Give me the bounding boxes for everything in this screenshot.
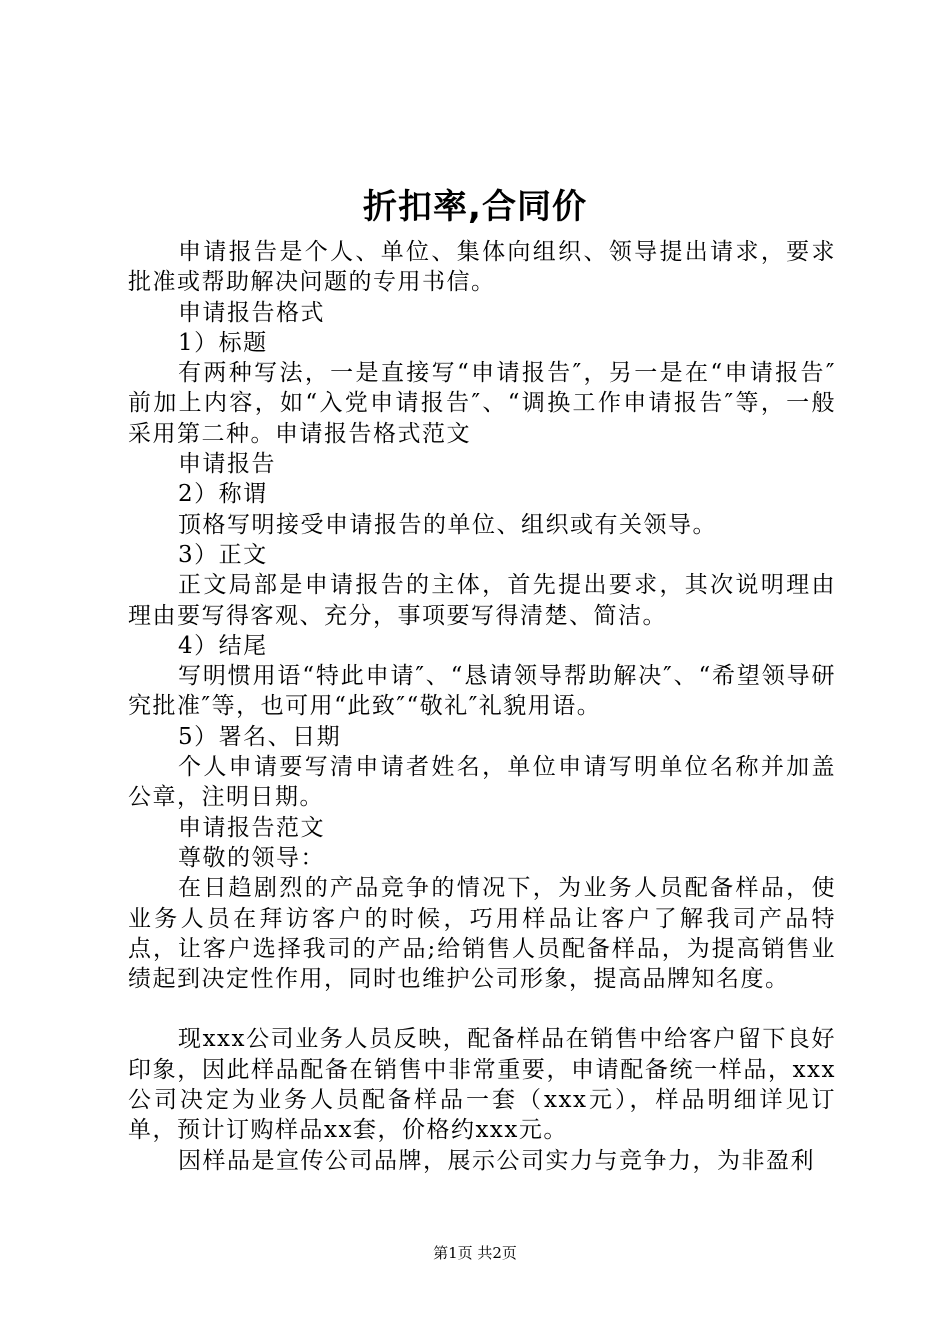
paragraph-signature-desc: 个人申请要写清申请者姓名，单位申请写明单位名称并加盖公章，注明日期。 [128, 754, 836, 811]
paragraph-sample-2: 现xxx公司业务人员反映，配备样品在销售中给客户留下良好印象，因此样品配备在销售中非常重要，申请配备统一样品，xxx公司决定为业务人员配备样品一套（xxx元），样品明细详见订单，预计订购样品xx套，价格约xxx元。 [128, 1026, 836, 1144]
paragraph-ending-desc: 写明惯用语“特此申请″、“恳请领导帮助解决″、“希望领导研究批准″等，也可用“此致″“敬礼″礼貌用语。 [128, 663, 836, 720]
heading-format: 申请报告格式 [178, 299, 325, 326]
heading-title: 1）标题 [178, 329, 268, 356]
heading-body: 3）正文 [178, 541, 268, 568]
heading-ending: 4）结尾 [178, 632, 268, 659]
paragraph-sample-1: 在日趋剧烈的产品竞争的情况下，为业务人员配备样品，使业务人员在拜访客户的时候，巧用样品让客户了解我司产品特点，让客户选择我司的产品;给销售人员配备样品，为提高销售业绩起到决定性作用，同时也维护公司形象，提高品牌知名度。 [128, 875, 836, 993]
page-footer: 第1页 共2页 [433, 1244, 517, 1262]
paragraph-sample-3: 因样品是宣传公司品牌，展示公司实力与竞争力，为非盈利 [178, 1147, 815, 1174]
paragraph-intro: 申请报告是个人、单位、集体向组织、领导提出请求，要求批准或帮助解决问题的专用书信。 [128, 239, 836, 296]
heading-salutation: 2）称谓 [178, 481, 268, 508]
paragraph-greeting: 尊敬的领导： [178, 844, 325, 871]
document-body [128, 237, 836, 1176]
paragraph-gap [128, 994, 836, 1024]
paragraph-title-desc: 有两种写法，一是直接写“申请报告″，另一是在“申请报告″前加上内容，如“入党申请报告″、“调换工作申请报告″等，一般采用第二种。申请报告格式范文 [128, 360, 836, 447]
heading-signature: 5）署名、日期 [178, 723, 342, 750]
paragraph-body-desc: 正文局部是申请报告的主体，首先提出要求，其次说明理由理由要写得客观、充分，事项要写得清楚、简洁。 [128, 572, 836, 629]
heading-sample: 申请报告范文 [178, 814, 325, 841]
document-title: 折扣率,合同价 [363, 187, 587, 227]
paragraph-salutation-desc: 顶格写明接受申请报告的单位、组织或有关领导。 [178, 511, 717, 538]
heading-report: 申请报告 [178, 451, 276, 478]
